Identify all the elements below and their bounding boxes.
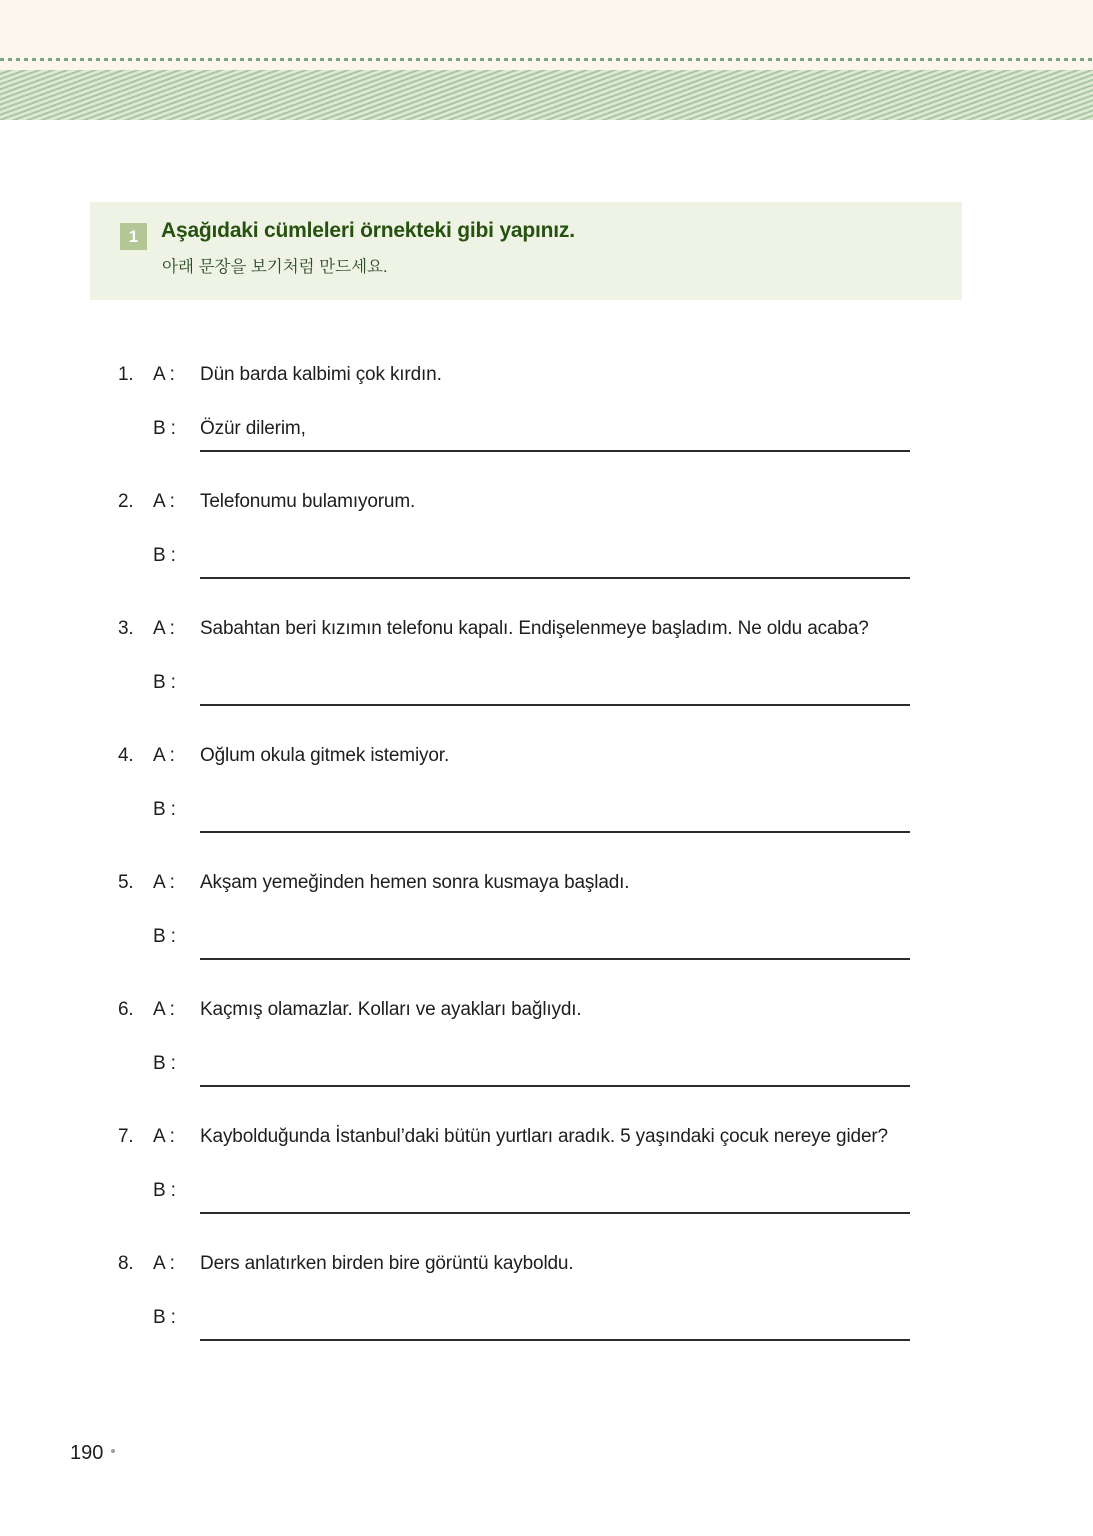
speaker-a-label: A :	[153, 1126, 175, 1147]
prompt-a-row	[118, 1251, 963, 1277]
answer-b-row	[118, 1051, 963, 1087]
speaker-b-label: B :	[153, 799, 176, 820]
answer-blank-line	[200, 1305, 910, 1341]
answer-b-row	[118, 1305, 963, 1341]
exercise-item	[118, 870, 963, 997]
speaker-b-label: B :	[153, 1307, 176, 1328]
speaker-a-label: A :	[153, 999, 175, 1020]
speaker-b-label: B :	[153, 926, 176, 947]
exercise-list	[118, 362, 963, 1378]
prompt-a-text: Kaybolduğunda İstanbul’daki bütün yurtları aradık. 5 yaşındaki çocuk nereye gider?	[200, 1126, 888, 1147]
exercise-item	[118, 997, 963, 1124]
answer-b-row	[118, 416, 963, 452]
item-number: 4.	[118, 745, 134, 766]
speaker-a-label: A :	[153, 618, 175, 639]
answer-text: Özür dilerim,	[200, 418, 306, 439]
item-number: 3.	[118, 618, 134, 639]
exercise-item	[118, 362, 963, 489]
prompt-a-row	[118, 489, 963, 515]
answer-b-row	[118, 797, 963, 833]
item-number: 7.	[118, 1126, 134, 1147]
answer-b-row	[118, 924, 963, 960]
speaker-b-label: B :	[153, 1180, 176, 1201]
answer-blank-line	[200, 1051, 910, 1087]
item-number: 6.	[118, 999, 134, 1020]
speaker-b-label: B :	[153, 418, 176, 439]
answer-b-row	[118, 543, 963, 579]
prompt-a-row	[118, 870, 963, 896]
prompt-a-text: Telefonumu bulamıyorum.	[200, 491, 416, 512]
prompt-a-row	[118, 362, 963, 388]
prompt-a-row	[118, 616, 963, 642]
prompt-a-text: Dün barda kalbimi çok kırdın.	[200, 364, 442, 385]
striped-header-band	[0, 70, 1093, 120]
prompt-a-row	[118, 743, 963, 769]
prompt-a-text: Oğlum okula gitmek istemiyor.	[200, 745, 450, 766]
exercise-item	[118, 1251, 963, 1378]
dashed-divider	[0, 58, 1093, 61]
exercise-item	[118, 1124, 963, 1251]
exercise-item	[118, 743, 963, 870]
page-number: 190	[70, 1442, 104, 1464]
prompt-a-row	[118, 997, 963, 1023]
prompt-a-text: Ders anlatırken birden bire görüntü kayboldu.	[200, 1253, 574, 1274]
speaker-a-label: A :	[153, 491, 175, 512]
page-footer	[70, 1442, 115, 1465]
item-number: 2.	[118, 491, 134, 512]
instruction-title: Aşağıdaki cümleleri örnekteki gibi yapınız.	[161, 219, 575, 242]
answer-blank-line	[200, 1178, 910, 1214]
prompt-a-text: Kaçmış olamazlar. Kolları ve ayakları bağlıydı.	[200, 999, 582, 1020]
answer-blank-line	[200, 543, 910, 579]
item-number: 5.	[118, 872, 134, 893]
exercise-item	[118, 616, 963, 743]
speaker-a-label: A :	[153, 1253, 175, 1274]
speaker-b-label: B :	[153, 672, 176, 693]
speaker-b-label: B :	[153, 545, 176, 566]
answer-blank-line	[200, 797, 910, 833]
speaker-b-label: B :	[153, 1053, 176, 1074]
answer-blank-line	[200, 924, 910, 960]
answer-b-row	[118, 1178, 963, 1214]
speaker-a-label: A :	[153, 745, 175, 766]
prompt-a-text: Sabahtan beri kızımın telefonu kapalı. Endişelenmeye başladım. Ne oldu acaba?	[200, 618, 869, 639]
answer-blank-line	[200, 670, 910, 706]
prompt-a-text: Akşam yemeğinden hemen sonra kusmaya başladı.	[200, 872, 630, 893]
item-number: 8.	[118, 1253, 134, 1274]
item-number: 1.	[118, 364, 134, 385]
speaker-a-label: A :	[153, 364, 175, 385]
exercise-number-badge: 1	[120, 223, 147, 250]
instruction-subtitle-korean: 아래 문장을 보기처럼 만드세요.	[162, 258, 388, 276]
answer-b-row	[118, 670, 963, 706]
exercise-item	[118, 489, 963, 616]
page-number-dot	[111, 1449, 115, 1453]
prompt-a-row	[118, 1124, 963, 1150]
instruction-box	[90, 202, 962, 300]
speaker-a-label: A :	[153, 872, 175, 893]
answer-blank-line	[200, 416, 910, 452]
